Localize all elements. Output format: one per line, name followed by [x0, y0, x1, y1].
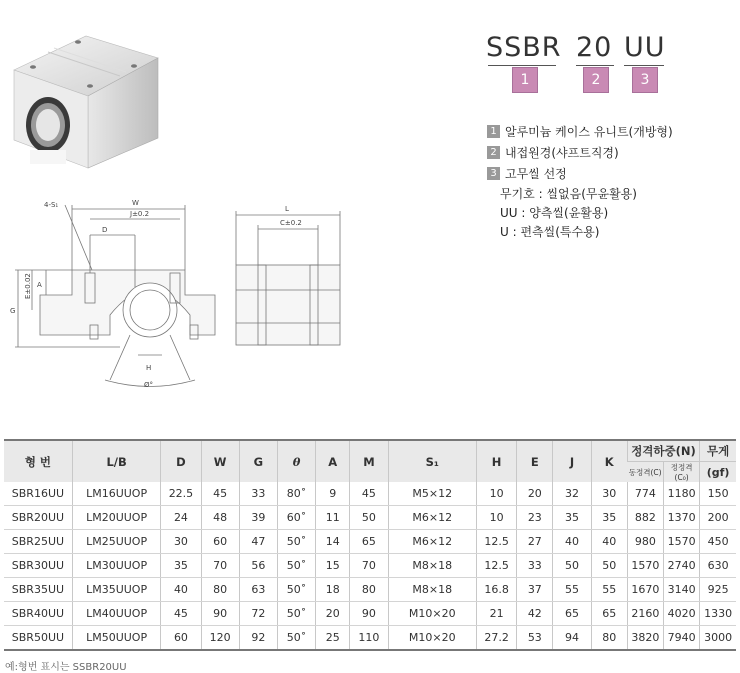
- dim-label-w: W: [132, 199, 139, 207]
- table-cell: 80: [350, 578, 388, 602]
- table-cell: 50: [591, 554, 627, 578]
- table-cell: 56: [239, 554, 277, 578]
- table-cell: 27.2: [477, 626, 517, 651]
- col-header: D: [161, 440, 201, 482]
- table-cell: LM16UUOP: [72, 482, 160, 506]
- weight-unit: (gf): [700, 462, 736, 483]
- table-cell: 90: [350, 602, 388, 626]
- col-header: K: [591, 440, 627, 482]
- table-cell: 7940: [663, 626, 699, 651]
- table-cell: 10: [477, 482, 517, 506]
- table-cell: 1180: [663, 482, 699, 506]
- table-row: [4, 578, 736, 602]
- table-cell: 94: [553, 626, 591, 651]
- table-cell: 48: [201, 506, 239, 530]
- load-header: 정격하중(N): [627, 440, 699, 462]
- table-cell: SBR30UU: [4, 554, 72, 578]
- seal-option: U : 편측씰(특수용): [500, 225, 600, 239]
- table-cell: 20: [517, 482, 553, 506]
- table-cell: 55: [591, 578, 627, 602]
- table-cell: 980: [627, 530, 663, 554]
- side-view-drawing: [230, 195, 355, 355]
- table-cell: SBR16UU: [4, 482, 72, 506]
- table-row: [4, 626, 736, 651]
- table-cell: 72: [239, 602, 277, 626]
- table-cell: 3000: [700, 626, 736, 651]
- dim-label-l: L: [285, 205, 289, 213]
- table-cell: 33: [239, 482, 277, 506]
- table-cell: 65: [350, 530, 388, 554]
- table-cell: 50: [350, 506, 388, 530]
- col-header: J: [553, 440, 591, 482]
- table-cell: SBR25UU: [4, 530, 72, 554]
- table-cell: 20: [316, 602, 350, 626]
- table-cell: 50˚: [277, 530, 315, 554]
- table-cell: 50˚: [277, 554, 315, 578]
- col-header: E: [517, 440, 553, 482]
- divider: [624, 65, 664, 66]
- table-cell: 70: [201, 554, 239, 578]
- table-cell: 37: [517, 578, 553, 602]
- spec-table: [4, 439, 736, 651]
- table-cell: SBR50UU: [4, 626, 72, 651]
- table-cell: LM20UUOP: [72, 506, 160, 530]
- table-cell: 90: [201, 602, 239, 626]
- table-cell: 2740: [663, 554, 699, 578]
- col-header: H: [477, 440, 517, 482]
- table-cell: 35: [161, 554, 201, 578]
- table-cell: 40: [553, 530, 591, 554]
- table-cell: 10: [477, 506, 517, 530]
- table-cell: 774: [627, 482, 663, 506]
- table-cell: 24: [161, 506, 201, 530]
- dim-label-d: D: [102, 226, 108, 234]
- description-item: [487, 163, 737, 184]
- code-badge-3: 3: [632, 67, 658, 93]
- table-cell: 150: [700, 482, 736, 506]
- table-cell: 1370: [663, 506, 699, 530]
- table-cell: 50˚: [277, 578, 315, 602]
- col-header: W: [201, 440, 239, 482]
- weight-header: 무게: [700, 440, 736, 462]
- table-cell: 200: [700, 506, 736, 530]
- table-cell: 33: [517, 554, 553, 578]
- table-cell: LM50UUOP: [72, 626, 160, 651]
- table-cell: 110: [350, 626, 388, 651]
- table-cell: 12.5: [477, 554, 517, 578]
- table-cell: M8×18: [388, 554, 476, 578]
- col-header: M: [350, 440, 388, 482]
- table-cell: 27: [517, 530, 553, 554]
- table-cell: LM25UUOP: [72, 530, 160, 554]
- table-cell: 53: [517, 626, 553, 651]
- table-cell: 80˚: [277, 482, 315, 506]
- table-cell: LM40UUOP: [72, 602, 160, 626]
- table-cell: 2160: [627, 602, 663, 626]
- product-photo: [8, 30, 180, 170]
- table-cell: 45: [350, 482, 388, 506]
- table-cell: 25: [316, 626, 350, 651]
- col-header: θ: [277, 440, 315, 482]
- number-marker: 1: [487, 125, 500, 138]
- dim-label-phi: Ø°: [144, 381, 154, 389]
- number-marker: 3: [487, 167, 500, 180]
- divider: [576, 65, 614, 66]
- table-cell: M10×20: [388, 602, 476, 626]
- table-cell: 30: [591, 482, 627, 506]
- table-cell: 882: [627, 506, 663, 530]
- table-cell: 1670: [627, 578, 663, 602]
- code-badge-2: 2: [583, 67, 609, 93]
- table-cell: SBR40UU: [4, 602, 72, 626]
- description-item: [487, 121, 737, 142]
- table-cell: 23: [517, 506, 553, 530]
- dim-label-h: H: [146, 364, 152, 372]
- part-size: 20: [576, 32, 613, 63]
- table-cell: M8×18: [388, 578, 476, 602]
- code-description-list: [487, 121, 737, 241]
- table-cell: 1330: [700, 602, 736, 626]
- table-row: [4, 554, 736, 578]
- load-sub-header: 동정격(C): [627, 462, 663, 483]
- part-number-code: [486, 32, 686, 94]
- description-text: 알루미늄 케이스 유니트(개방형): [505, 125, 673, 139]
- table-cell: 925: [700, 578, 736, 602]
- dim-label-g: G: [10, 307, 16, 315]
- table-cell: 16.8: [477, 578, 517, 602]
- table-cell: 9: [316, 482, 350, 506]
- table-cell: 450: [700, 530, 736, 554]
- table-row: [4, 506, 736, 530]
- table-cell: SBR20UU: [4, 506, 72, 530]
- part-series: SSBR: [486, 32, 562, 63]
- load-sub-header: 정정격(C₀): [663, 462, 699, 483]
- table-cell: 15: [316, 554, 350, 578]
- table-row: [4, 530, 736, 554]
- table-cell: 42: [517, 602, 553, 626]
- table-cell: 21: [477, 602, 517, 626]
- table-cell: 11: [316, 506, 350, 530]
- table-cell: M10×20: [388, 626, 476, 651]
- table-cell: 92: [239, 626, 277, 651]
- table-cell: 55: [553, 578, 591, 602]
- table-cell: 35: [591, 506, 627, 530]
- description-text: 고무씰 선정: [505, 167, 567, 181]
- dim-label-a: A: [37, 281, 42, 289]
- table-cell: 32: [553, 482, 591, 506]
- col-header: G: [239, 440, 277, 482]
- table-cell: 60: [201, 530, 239, 554]
- code-badge-1: 1: [512, 67, 538, 93]
- description-text: 내접원경(샤프트직경): [505, 146, 619, 160]
- col-header: 형 번: [4, 440, 72, 482]
- table-cell: 3140: [663, 578, 699, 602]
- table-cell: 50˚: [277, 626, 315, 651]
- table-cell: 1570: [627, 554, 663, 578]
- table-cell: 39: [239, 506, 277, 530]
- table-cell: M5×12: [388, 482, 476, 506]
- table-cell: 14: [316, 530, 350, 554]
- table-cell: 50˚: [277, 602, 315, 626]
- table-cell: LM35UUOP: [72, 578, 160, 602]
- dim-label-j: J±0.2: [130, 210, 150, 218]
- table-cell: 63: [239, 578, 277, 602]
- table-cell: 4020: [663, 602, 699, 626]
- table-cell: SBR35UU: [4, 578, 72, 602]
- table-cell: 47: [239, 530, 277, 554]
- table-cell: 45: [201, 482, 239, 506]
- table-cell: 80: [591, 626, 627, 651]
- table-cell: 80: [201, 578, 239, 602]
- table-cell: 18: [316, 578, 350, 602]
- table-cell: 50: [553, 554, 591, 578]
- table-cell: 65: [553, 602, 591, 626]
- seal-option: UU : 양측씰(윤활용): [500, 206, 609, 220]
- col-header: A: [316, 440, 350, 482]
- table-cell: 3820: [627, 626, 663, 651]
- table-cell: 40: [161, 578, 201, 602]
- description-item: [487, 142, 737, 163]
- divider: [488, 65, 556, 66]
- table-cell: 70: [350, 554, 388, 578]
- table-cell: 30: [161, 530, 201, 554]
- table-cell: 65: [591, 602, 627, 626]
- table-cell: 630: [700, 554, 736, 578]
- table-cell: 60˚: [277, 506, 315, 530]
- table-cell: 40: [591, 530, 627, 554]
- footnote: 예:형번 표시는 SSBR20UU: [5, 662, 127, 673]
- table-cell: 1570: [663, 530, 699, 554]
- table-cell: 35: [553, 506, 591, 530]
- dim-label-s1: 4-S₁: [44, 201, 59, 209]
- dim-label-c: C±0.2: [280, 219, 302, 227]
- dim-label-e: E±0.02: [24, 273, 32, 299]
- table-cell: 12.5: [477, 530, 517, 554]
- table-row: [4, 602, 736, 626]
- col-header: S₁: [388, 440, 476, 482]
- table-cell: 120: [201, 626, 239, 651]
- table-cell: 45: [161, 602, 201, 626]
- table-row: [4, 482, 736, 506]
- table-cell: 22.5: [161, 482, 201, 506]
- part-seal: UU: [624, 32, 666, 63]
- number-marker: 2: [487, 146, 500, 159]
- table-cell: 60: [161, 626, 201, 651]
- table-cell: LM30UUOP: [72, 554, 160, 578]
- table-cell: M6×12: [388, 506, 476, 530]
- seal-option: 무기호 : 씰없음(무윤활용): [500, 187, 637, 201]
- table-cell: M6×12: [388, 530, 476, 554]
- col-header: L/B: [72, 440, 160, 482]
